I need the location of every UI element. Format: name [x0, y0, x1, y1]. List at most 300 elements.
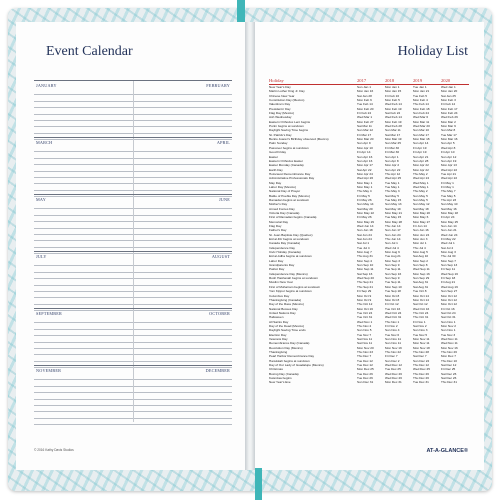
holiday-date: Tue Sep 11 [385, 280, 401, 285]
holiday-date: Fri Apr 10 [441, 150, 455, 155]
holiday-date: Mon Oct 8 [385, 297, 400, 302]
month-label-left: SEPTEMBER [36, 311, 62, 316]
holiday-date: Sun Jun 18 [357, 228, 373, 233]
holiday-date: Sat Dec 26 [441, 371, 457, 376]
holiday-name: Day of Our Lady of Guadalupe (Mexico) [269, 363, 324, 367]
holiday-date: Mon Nov 20 [357, 345, 374, 350]
holiday-date: Tue Feb 14 [357, 102, 373, 107]
header-2018: 2018 [385, 78, 395, 83]
holiday-date: Tue Oct 24 [357, 310, 373, 315]
holiday-date: Sat Jul 1 [357, 241, 370, 246]
holiday-date: Wed Nov 11 [441, 336, 458, 341]
holiday-name: Pearl Harbor Remembrance Day [269, 354, 315, 359]
holiday-date: Fri Sep 11 [441, 267, 456, 272]
holiday-date: Fri Oct 16 [441, 306, 455, 311]
holiday-date: Tue Apr 21 [441, 171, 457, 176]
holiday-date: Fri Apr 14 [357, 150, 371, 155]
holiday-date: Sun Nov 11 [385, 341, 401, 346]
holiday-name: Thanksgiving (Canada) [269, 297, 301, 302]
holiday-date: Tue Oct 31 [357, 315, 373, 320]
holiday-date: Wed Dec 25 [413, 367, 430, 372]
holiday-date: Thu Oct 24 [413, 310, 429, 315]
holiday-name: Election Day [269, 332, 287, 337]
holiday-date: Wed Mar 1 [357, 115, 373, 120]
holiday-date: Thu May 4 [357, 189, 372, 194]
month-label-left: JANUARY [36, 83, 57, 88]
holiday-date: Mon Nov 11 [413, 341, 430, 346]
month-grid [34, 80, 232, 422]
holiday-date: Mon Aug 3 [441, 250, 456, 255]
holiday-date: Fri Apr 24 [441, 215, 455, 220]
holiday-date: Tue May 15 [385, 197, 402, 202]
holiday-date: Thu Dec 26 [413, 376, 429, 381]
header-2017: 2017 [357, 78, 367, 83]
holiday-date: Wed Dec 26 [385, 376, 402, 381]
holiday-date: Sun Jun 17 [385, 228, 401, 233]
holiday-name: Hanukkah begins at sundown [269, 358, 310, 363]
holiday-date: Thu Nov 26 [441, 349, 457, 354]
month-label-right: APRIL [216, 140, 230, 145]
holiday-date: Thu Oct 12 [357, 302, 373, 307]
holiday-name: Independence Day [269, 245, 295, 250]
holiday-table [269, 78, 469, 385]
holiday-date: Mon Oct 8 [385, 293, 400, 298]
holiday-date: Sun Apr 22 [385, 167, 401, 172]
holiday-date: Tue Oct 8 [413, 289, 427, 294]
holiday-date: Mon Jan 20 [441, 89, 458, 94]
holiday-date: Wed Jun 24 [441, 232, 458, 237]
holiday-date: Mon Apr 22 [413, 167, 429, 172]
holiday-name: Labor Day (Mexico) [269, 184, 296, 189]
holiday-date: Wed Feb 28 [385, 124, 402, 129]
holiday-date: Sun Apr 12 [441, 154, 457, 159]
holiday-date: Mon Feb 6 [357, 98, 372, 103]
holiday-date: Sun Sep 13 [441, 263, 458, 268]
holiday-date: Mon Feb 4 [413, 98, 428, 103]
holiday-date: Sun Mar 17 [413, 132, 429, 137]
holiday-date: Sun Sep 16 [385, 271, 402, 276]
month-label-right: FEBRUARY [206, 83, 230, 88]
holiday-date: Wed Aug 19 [441, 284, 458, 289]
holiday-date: Tue May 15 [385, 215, 402, 220]
holiday-date: Wed Oct 24 [385, 310, 402, 315]
holiday-date: Mon May 22 [357, 210, 375, 215]
holiday-date: Sun May 5 [413, 193, 428, 198]
holiday-date: Sun Jul 1 [385, 241, 398, 246]
holiday-date: Thu Dec 26 [413, 371, 429, 376]
holiday-name: Grandparents Day [269, 263, 295, 268]
holiday-date: Fri Feb 16 [385, 93, 400, 98]
holiday-name: Kwanzaa begins [269, 376, 292, 381]
holiday-date: Fri Mar 30 [385, 145, 400, 150]
holiday-date: Mon Feb 18 [413, 106, 430, 111]
holiday-date: Thu May 3 [385, 189, 400, 194]
holiday-date: Sun Mar 10 [413, 128, 429, 133]
holiday-name: First of Muharram begins at sundown [269, 284, 321, 289]
holiday-date: Tue Dec 12 [357, 363, 373, 367]
holiday-date: Sat Aug 10 [413, 254, 429, 259]
holiday-date: Mon Feb 24 [441, 111, 458, 116]
holiday-name: St. Jean Baptiste Day (Quebec) [269, 232, 313, 237]
holiday-date: Wed Sep 16 [441, 271, 458, 276]
holiday-name: Remembrance Day (Canada) [269, 341, 310, 346]
holiday-name: Yom Kippur begins at sundown [269, 289, 312, 294]
holiday-date: Mon Feb 3 [441, 98, 456, 103]
holiday-name: Good Friday [269, 150, 287, 155]
holiday-date: Sun Jun 24 [385, 232, 401, 237]
holiday-date: Tue Dec 26 [357, 376, 373, 381]
holiday-date: Sun Apr 16 [357, 158, 373, 163]
left-page [16, 22, 245, 470]
holiday-date: Mon May 6 [413, 215, 429, 220]
holiday-date: Mon Nov 11 [413, 336, 430, 341]
holiday-date: Fri Mar 17 [357, 132, 372, 137]
holiday-date: Sun Feb 24 [413, 111, 429, 116]
month-block [34, 365, 232, 422]
holiday-date: Sat Jun 24 [357, 237, 372, 242]
month-divider [133, 309, 134, 365]
holiday-date: Thu Oct 31 [413, 315, 429, 320]
holiday-date: Wed Dec 12 [385, 363, 402, 367]
holiday-date: Mon Jun 24 [413, 232, 430, 237]
holiday-date: Wed Apr 26 [357, 176, 374, 181]
holiday-date: Wed Jun 14 [357, 224, 374, 228]
holiday-date: Tue Nov 7 [357, 332, 372, 337]
holiday-name: Passover begins at sundown [269, 145, 309, 150]
holiday-date: Sat May 5 [385, 193, 399, 198]
holiday-date: Fri Oct 12 [385, 302, 399, 307]
holiday-name: Easter Monday (Canada) [269, 163, 304, 168]
holiday-date: Thu Dec 10 [441, 358, 457, 363]
holiday-date: Wed Sep 11 [413, 267, 430, 272]
holiday-date: Tue Aug 21 [385, 254, 401, 259]
holiday-date: Mon Dec 25 [357, 367, 374, 372]
holiday-date: Sat Nov 11 [357, 341, 373, 346]
holiday-date: Thu Aug 31 [357, 254, 373, 259]
holiday-date: Sun Apr 14 [413, 141, 429, 146]
holiday-date: Sun Apr 9 [357, 141, 371, 146]
holiday-name: Labor Day [269, 258, 284, 263]
holiday-date: Sat Jul 4 [441, 245, 454, 250]
holiday-date: Sun May 13 [385, 202, 402, 207]
holiday-date: Wed Mar 6 [413, 115, 429, 120]
holiday-date: Mon Oct 14 [413, 297, 429, 302]
holiday-name: Armed Forces Day [269, 206, 295, 211]
holiday-date: Sun Nov 1 [441, 328, 456, 333]
holiday-date: Mon Sep 7 [441, 258, 456, 263]
holiday-date: Sat Dec 7 [413, 354, 427, 359]
holiday-date: Sat Jan 25 [441, 93, 456, 98]
holiday-date: Thu Dec 31 [441, 380, 457, 385]
holiday-name: Holocaust Remembrance Day [269, 171, 311, 176]
holiday-date: Sun Apr 16 [357, 154, 373, 159]
holiday-date: Sun Apr 19 [441, 158, 457, 163]
holiday-date: Sun Nov 5 [357, 328, 372, 333]
holiday-date: Sun Sep 9 [385, 276, 400, 281]
holiday-date: Wed Mar 20 [413, 124, 430, 129]
holiday-date: Mon May 28 [385, 219, 403, 224]
holiday-date: Fri Apr 19 [413, 150, 427, 155]
holiday-date: Fri May 26 [357, 215, 372, 220]
bookmark-ribbon-top [237, 0, 245, 24]
holiday-date: Mon May 21 [385, 210, 403, 215]
holiday-date: Fri Nov 2 [385, 323, 398, 328]
holiday-name: Eastern Orthodox Easter [269, 158, 304, 163]
holiday-date: Mon Mar 11 [413, 119, 430, 124]
holiday-date: Fri Sep 29 [357, 289, 372, 294]
month-label-right: AUGUST [211, 254, 230, 259]
holiday-date: Mon Feb 19 [385, 119, 402, 124]
holiday-name: Veterans Day [269, 336, 288, 341]
holiday-date: Thu Nov 28 [413, 349, 429, 354]
holiday-date: Thu Jun 14 [385, 237, 401, 242]
holiday-date: Mon Aug 6 [385, 250, 400, 255]
holiday-date: Sun May 10 [441, 202, 458, 207]
holiday-date: Mon Mar 18 [413, 137, 430, 142]
holiday-date: Mon Sep 2 [413, 258, 428, 263]
month-block [34, 80, 232, 137]
holiday-date: Wed May 1 [413, 184, 429, 189]
holiday-date: Wed Jul 4 [385, 245, 399, 250]
holiday-name: Battle of Puebla Day (Mexico) [269, 193, 310, 198]
holiday-date: Mon Dec 7 [441, 354, 456, 359]
holiday-name: Civic Holiday (Canada) [269, 250, 301, 255]
copyright-text: © 2016 Kathy Davis Studios [34, 448, 74, 452]
holiday-date: Tue Sep 11 [385, 267, 401, 272]
holiday-date: Mon Mar 20 [357, 137, 374, 142]
holiday-date: Sat Jun 24 [357, 232, 372, 237]
holiday-date: Sat Dec 12 [441, 363, 457, 367]
holiday-date: Thu Apr 23 [441, 197, 457, 202]
holiday-date: Thu Dec 7 [357, 354, 372, 359]
holiday-date: Tue Feb 5 [413, 93, 427, 98]
holiday-date: Tue Nov 3 [441, 332, 456, 337]
holiday-list-title: Holiday List [397, 44, 468, 59]
holiday-date: Mon Sep 11 [357, 267, 374, 272]
month-label-left: MAY [36, 197, 46, 202]
month-header-row [34, 252, 232, 260]
holiday-date: Thu Jul 30 [441, 254, 456, 259]
holiday-date: Mon Nov 19 [385, 345, 402, 350]
holiday-date: Wed Oct 16 [413, 306, 430, 311]
holiday-name: Flag Day [269, 224, 282, 228]
month-label-left: NOVEMBER [36, 368, 62, 373]
holiday-date: Thu May 2 [413, 171, 428, 176]
holiday-name: Eid al-Fitr begins at sundown [269, 237, 309, 242]
holiday-date: Tue Nov 5 [413, 332, 428, 337]
holiday-name: St. Patrick's Day [269, 132, 292, 137]
holiday-date: Sun Sep 8 [413, 263, 428, 268]
holiday-date: Tue Dec 26 [357, 371, 373, 376]
holiday-name: Memorial Day [269, 219, 289, 224]
holiday-date: Mon Jun 3 [413, 237, 428, 242]
holiday-date: Thu Apr 12 [385, 171, 401, 176]
holiday-date: Mon Jan 21 [413, 89, 430, 94]
holiday-date: Wed Apr 25 [385, 176, 402, 181]
holiday-name: Easter [269, 154, 278, 159]
month-header-row [34, 366, 232, 374]
holiday-date: Wed Nov 11 [441, 341, 458, 346]
holiday-date: Sat Sep 16 [357, 271, 373, 276]
holiday-date: Sat Mar 11 [357, 124, 372, 129]
holiday-date: Sat Oct 31 [441, 315, 456, 320]
holiday-rows [269, 85, 469, 385]
holiday-date: Sun Sep 9 [385, 263, 400, 268]
holiday-name: Martin Luther King Jr. Day [269, 89, 305, 94]
holiday-date: Sun Nov 11 [385, 336, 401, 341]
holiday-date: Wed Sep 20 [357, 276, 374, 281]
holiday-date: Fri Feb 14 [441, 102, 456, 107]
holiday-date: Tue May 5 [441, 193, 456, 198]
holiday-date: Sat May 18 [413, 206, 429, 211]
holiday-name: Constitution Day (Mexico) [269, 98, 305, 103]
holiday-date: Sun Mar 12 [357, 128, 373, 133]
holiday-date: Sun May 14 [357, 202, 374, 207]
month-block [34, 194, 232, 251]
holiday-date: Sun Jun 16 [413, 228, 429, 233]
month-label-right: OCTOBER [209, 311, 230, 316]
holiday-date: Wed May 1 [413, 180, 429, 185]
holiday-date: Fri Mar 30 [385, 150, 400, 155]
holiday-date: Mon Oct 12 [441, 302, 457, 307]
holiday-name: Victoria Day (Canada) [269, 210, 300, 215]
holiday-name: Patriot Day [269, 267, 285, 272]
holiday-date: Fri May 1 [441, 184, 454, 189]
month-label-right: DECEMBER [205, 368, 230, 373]
holiday-date: Sun Apr 8 [385, 158, 399, 163]
holiday-date: Sun Apr 21 [413, 154, 429, 159]
month-divider [133, 366, 134, 422]
holiday-name: United Nations Day [269, 310, 296, 315]
holiday-date: Sun Jun 21 [441, 228, 457, 233]
holiday-date: Mon Sep 10 [385, 284, 402, 289]
holiday-name: Christmas [269, 367, 283, 372]
holiday-date: Sun Dec 2 [385, 358, 400, 363]
holiday-date: Sun Dec 22 [413, 358, 430, 363]
holiday-name: Earth Day [269, 167, 283, 172]
holiday-date: Thu Nov 22 [385, 349, 401, 354]
holiday-date: Tue Nov 6 [385, 332, 400, 337]
holiday-date: Wed Oct 31 [385, 315, 402, 320]
holiday-date: Mon Apr 17 [357, 163, 373, 168]
holiday-date: Wed Feb 26 [441, 115, 458, 120]
holiday-name: Rosh Hashanah begins at sundown [269, 276, 318, 281]
holiday-name: Flag Day (Mexico) [269, 111, 295, 116]
holiday-date: Mon Apr 13 [441, 163, 457, 168]
holiday-date: Mon Apr 2 [385, 163, 400, 168]
holiday-date: Mon Jan 15 [385, 89, 402, 94]
holiday-date: Wed Dec 26 [385, 371, 402, 376]
holiday-date: Mon Dec 31 [385, 380, 402, 385]
holiday-date: Sat Apr 22 [357, 167, 372, 172]
holiday-date: Fri Nov 1 [413, 319, 426, 324]
holiday-date: Mon Feb 17 [441, 106, 458, 111]
holiday-date: Fri Dec 7 [385, 354, 398, 359]
holiday-date: Thu Sep 21 [357, 284, 373, 289]
holiday-date: Fri Jun 14 [413, 224, 427, 228]
holiday-name: Day of the Dead (Mexico) [269, 323, 305, 328]
holiday-name: Boxing Day (Canada) [269, 371, 299, 376]
header-holiday: Holiday [269, 78, 284, 83]
holiday-date: Thu Sep 21 [357, 280, 373, 285]
holiday-date: Wed Nov 1 [357, 319, 373, 324]
month-header-row [34, 309, 232, 317]
holiday-date: Sat Oct 12 [413, 302, 428, 307]
holiday-date: Mon Mar 19 [385, 137, 402, 142]
holiday-date: Fri May 1 [441, 180, 454, 185]
holiday-date: Mon Oct 14 [413, 293, 429, 298]
holiday-date: Mon Oct 16 [357, 306, 373, 311]
holiday-date: Fri May 5 [357, 193, 370, 198]
month-label-left: JULY [36, 254, 47, 259]
holiday-date: Wed Apr 8 [441, 145, 456, 150]
holiday-date: Thu Feb 14 [413, 102, 429, 107]
holiday-name: First of Ramadan begins (Canada) [269, 215, 317, 220]
holiday-date: Sun Dec 31 [357, 380, 374, 385]
holiday-name: New Year's Day [269, 85, 291, 89]
holiday-date: Thu Nov 2 [357, 323, 372, 328]
holiday-date: Sun Jun 14 [441, 224, 457, 228]
holiday-name: New Year's Eve [269, 380, 291, 385]
holiday-date: Mon Feb 20 [357, 106, 374, 111]
holiday-date: Sun Sep 10 [357, 263, 374, 268]
holiday-date: Fri Apr 19 [413, 145, 427, 150]
holiday-date: Fri Dec 25 [441, 367, 456, 372]
holiday-date: Mon Nov 16 [441, 345, 458, 350]
holiday-name: All Saints Day [269, 319, 289, 324]
holiday-date: Tue Mar 17 [441, 132, 457, 137]
holiday-date: Fri Sep 18 [441, 276, 456, 281]
holiday-date: Sun Apr 28 [413, 158, 429, 163]
holiday-name: Administrative Professionals Day [269, 176, 315, 181]
holiday-date: Mon May 1 [357, 184, 373, 189]
holiday-date: Thu Dec 12 [413, 363, 429, 367]
holiday-date: Mon May 27 [413, 219, 431, 224]
holiday-date: Mon Mar 2 [441, 119, 456, 124]
brand-logo-text: AT-A-GLANCE® [426, 448, 468, 454]
month-divider [133, 195, 134, 251]
event-calendar-title: Event Calendar [46, 44, 133, 59]
month-header-row [34, 138, 232, 146]
holiday-date: Tue Sep 18 [385, 289, 401, 294]
holiday-name: Eid al-Adha begins at sundown [269, 254, 312, 259]
holiday-name: Daylight Saving Time ends [269, 328, 306, 333]
holiday-date: Mon Apr 10 [357, 145, 373, 150]
holiday-name: National Bosses Day [269, 306, 298, 311]
holiday-name: Independence Day (Mexico) [269, 271, 308, 276]
holiday-date: Wed Apr 22 [441, 167, 458, 172]
holiday-date: Thu Nov 1 [385, 319, 400, 324]
holiday-date: Sat Nov 2 [413, 323, 427, 328]
holiday-date: Mon Feb 27 [357, 119, 374, 124]
holiday-date: Sat Aug 31 [413, 284, 429, 289]
holiday-name: Benito Juarez's Birthday observed (Mexico) [269, 137, 329, 142]
holiday-date: Wed Apr 24 [413, 176, 430, 181]
holiday-name: Palm Sunday [269, 141, 288, 146]
holiday-name: Thanksgiving [269, 349, 288, 354]
holiday-date: Thu May 7 [441, 189, 456, 194]
holiday-date: Mon Sep 16 [413, 271, 430, 276]
holiday-name: Revolution Day (Mexico) [269, 345, 303, 350]
holiday-date: Tue Dec 12 [357, 358, 373, 363]
holiday-date: Mon Sep 3 [385, 258, 400, 263]
holiday-date: Sun Mar 25 [385, 141, 401, 146]
holiday-date: Fri May 22 [441, 237, 456, 242]
month-divider [133, 81, 134, 137]
holiday-date: Sun Mar 8 [441, 128, 456, 133]
holiday-date: Sat Dec 26 [441, 376, 457, 381]
holiday-date: Mon Oct 9 [357, 297, 372, 302]
